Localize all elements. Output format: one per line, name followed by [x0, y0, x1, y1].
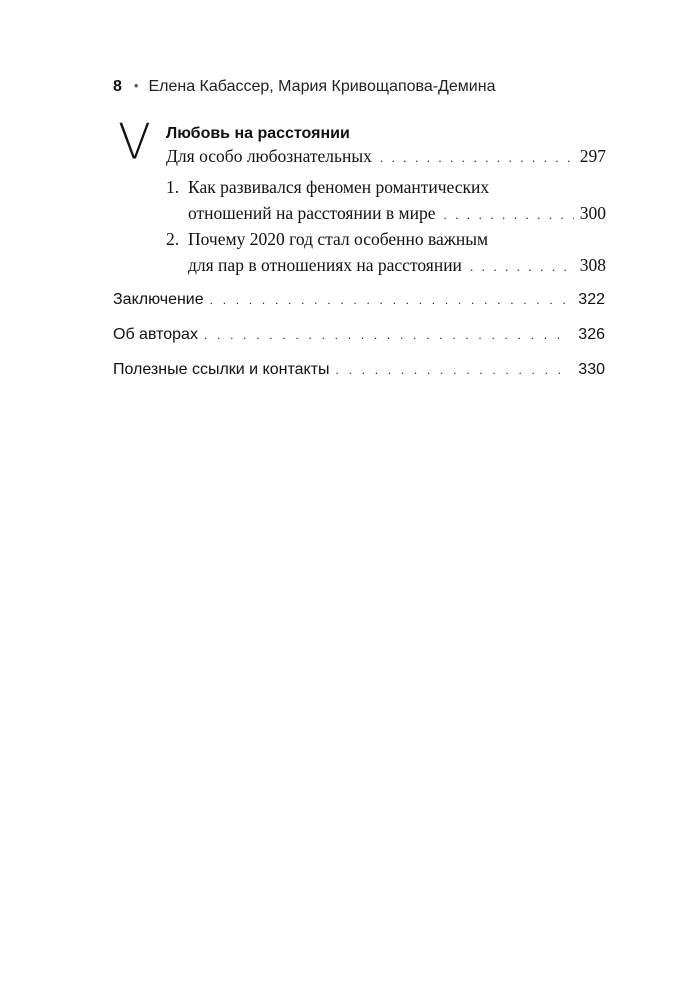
- header-authors: Елена Кабассер, Мария Кривощапова-Демина: [148, 78, 496, 95]
- page-number: 8: [113, 78, 122, 95]
- toc-entry-title: Заключение: [113, 291, 204, 308]
- toc-entry-1: [166, 177, 606, 229]
- toc-entry-2: [166, 229, 606, 281]
- toc-entry-title-line2: отношений на расстоянии в мире: [188, 203, 436, 223]
- dot-leader: [336, 363, 571, 377]
- dot-leader: [444, 207, 574, 223]
- toc-entry-page: 322: [578, 291, 605, 308]
- dot-leader: [204, 328, 570, 342]
- toc-entry-page: 308: [579, 255, 606, 275]
- part-title: Любовь на расстоянии: [166, 125, 350, 142]
- toc-entry-title: Для особо любознательных: [166, 146, 372, 166]
- toc-entry-number: 1.: [166, 177, 180, 197]
- toc-entry-number: 2.: [166, 229, 180, 249]
- toc-entry-title: Об авторах: [113, 326, 198, 343]
- toc-entry-curious: [166, 146, 606, 172]
- dot-leader: [470, 259, 574, 275]
- toc-entry-page: 326: [578, 326, 605, 343]
- toc-entry-title: Полезные ссылки и контакты: [113, 361, 330, 378]
- dot-leader: [380, 150, 574, 166]
- toc-entry-page: 297: [579, 146, 606, 166]
- toc-entry-title-line2: для пар в отношениях на расстоянии: [188, 255, 462, 275]
- dot-leader: [210, 293, 571, 307]
- toc-entry-title-line1: Почему 2020 год стал особенно важным: [188, 229, 489, 249]
- toc-entry-authors: [113, 326, 605, 344]
- toc-entry-links: [113, 361, 605, 379]
- running-header: [113, 78, 495, 96]
- toc-entry-title-line1: Как развивался феномен романтических: [188, 177, 490, 197]
- part-numeral: V: [118, 113, 151, 171]
- toc-entry-page: 300: [579, 203, 606, 223]
- toc-entry-page: 330: [578, 361, 605, 378]
- header-separator: •: [133, 78, 139, 93]
- toc-entry-conclusion: [113, 291, 605, 309]
